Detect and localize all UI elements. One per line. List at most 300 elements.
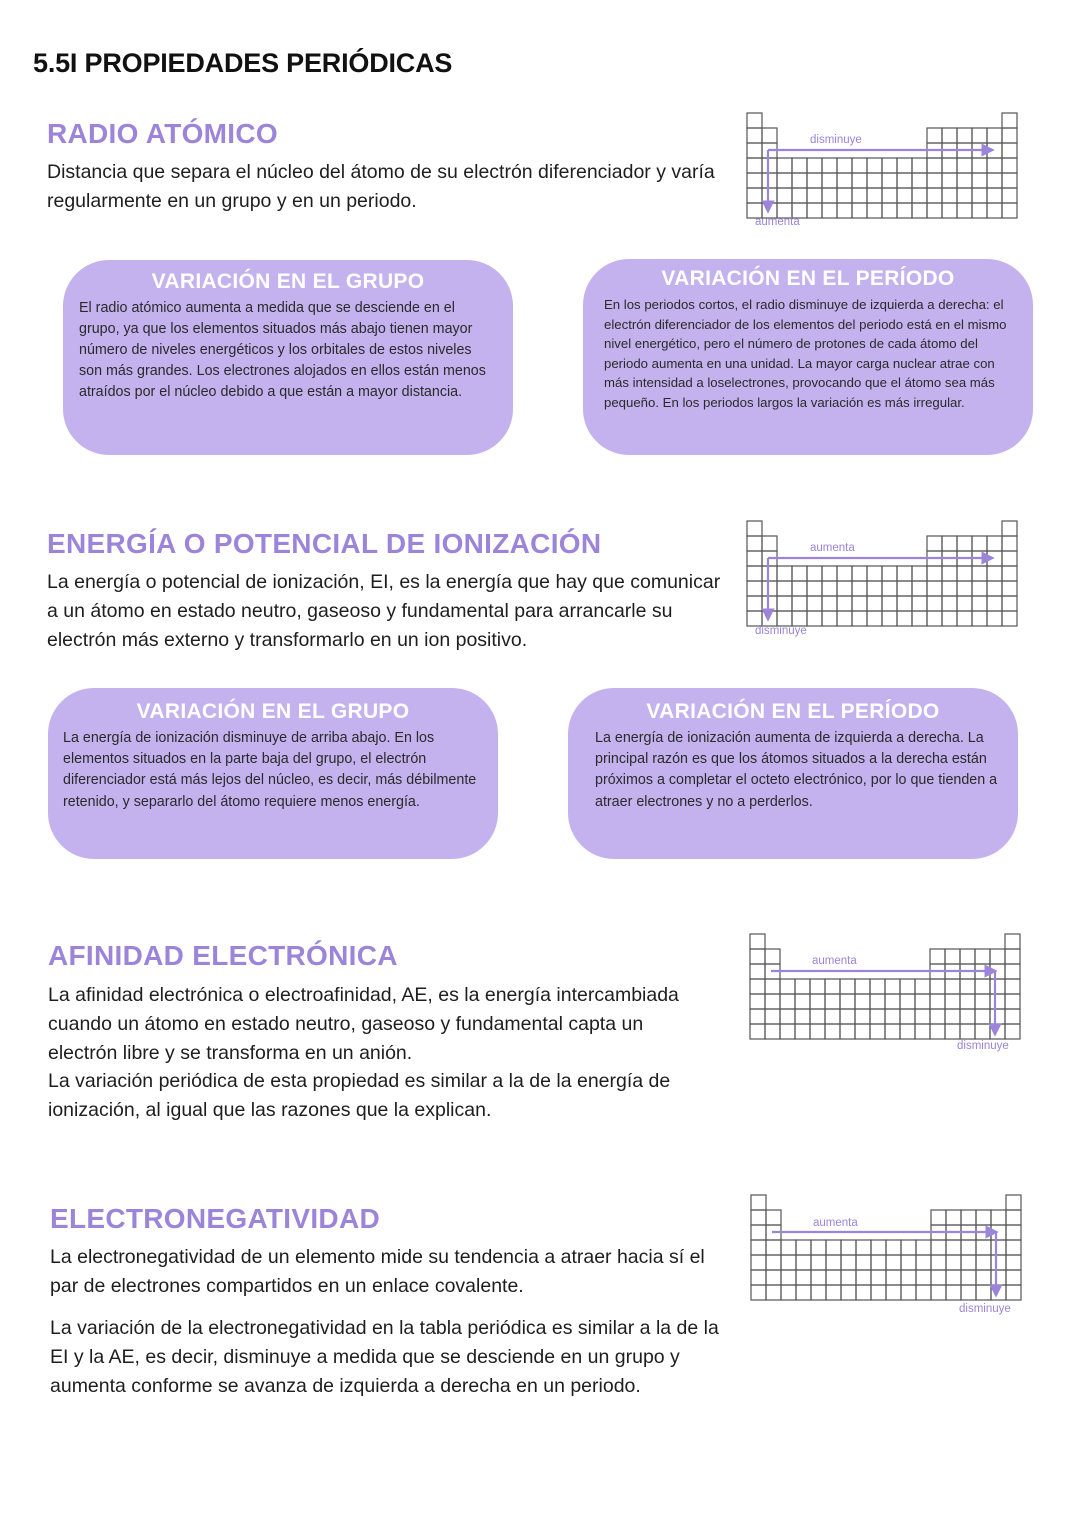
table-cell	[882, 596, 897, 611]
electronegatividad-vertical-label: disminuye	[959, 1303, 1011, 1315]
table-cell	[777, 566, 792, 581]
table-cell	[765, 1009, 780, 1024]
table-cell	[987, 203, 1002, 218]
table-cell	[885, 1024, 900, 1039]
table-cell	[762, 188, 777, 203]
table-cell	[990, 1009, 1005, 1024]
table-cell	[957, 596, 972, 611]
table-cell	[807, 173, 822, 188]
electronegatividad-title: ELECTRONEGATIVIDAD	[50, 1203, 380, 1234]
table-cell	[762, 128, 777, 143]
table-cell	[852, 203, 867, 218]
table-cell	[792, 596, 807, 611]
radio-periodic-table-diagram	[746, 112, 1018, 228]
radio-periodo-bubble	[583, 259, 1033, 455]
table-cell	[837, 173, 852, 188]
table-cell	[807, 596, 822, 611]
table-cell	[852, 158, 867, 173]
table-cell	[1002, 611, 1017, 626]
table-cell	[751, 1210, 766, 1225]
table-cell	[942, 596, 957, 611]
table-cell	[990, 994, 1005, 1009]
table-cell	[972, 158, 987, 173]
table-cell	[762, 581, 777, 596]
table-cell	[810, 1024, 825, 1039]
table-cell	[777, 611, 792, 626]
table-cell	[1002, 521, 1017, 536]
table-cell	[747, 581, 762, 596]
radio-periodo-title: VARIACIÓN EN EL PERÍODO	[661, 267, 955, 290]
table-cell	[930, 1024, 945, 1039]
table-cell	[837, 611, 852, 626]
table-cell	[825, 1009, 840, 1024]
table-cell	[762, 158, 777, 173]
table-cell	[867, 611, 882, 626]
radio-horizontal-label: disminuye	[810, 134, 862, 146]
table-cell	[886, 1270, 901, 1285]
table-cell	[1005, 949, 1020, 964]
afinidad-vertical-label: disminuye	[957, 1040, 1009, 1052]
electronegatividad-variation: La variación de la electronegatividad en la tabla periódica es similar a la de la EI y la AE, es decir, disminuye a medida que se desciende en un grupo y aumenta conforme se avanza de izquierda a derecha en un periodo.	[50, 1317, 719, 1397]
table-cell	[972, 536, 987, 551]
table-cell	[1006, 1225, 1021, 1240]
table-cell	[882, 188, 897, 203]
table-cell	[852, 596, 867, 611]
table-cell	[822, 203, 837, 218]
table-cell	[1006, 1270, 1021, 1285]
table-cell	[901, 1255, 916, 1270]
table-cell	[942, 188, 957, 203]
table-cell	[946, 1270, 961, 1285]
table-cell	[927, 581, 942, 596]
ionizacion-title: ENERGÍA O POTENCIAL DE IONIZACIÓN	[47, 528, 602, 559]
table-cell	[766, 1270, 781, 1285]
table-cell	[901, 1270, 916, 1285]
table-cell	[931, 1210, 946, 1225]
table-cell	[972, 596, 987, 611]
table-cell	[882, 611, 897, 626]
table-cell	[826, 1240, 841, 1255]
table-cell	[747, 158, 762, 173]
table-cell	[991, 1255, 1006, 1270]
table-cell	[841, 1270, 856, 1285]
table-cell	[781, 1285, 796, 1300]
table-cell	[987, 611, 1002, 626]
table-cell	[747, 128, 762, 143]
table-cell	[822, 596, 837, 611]
table-cell	[900, 1009, 915, 1024]
table-cell	[946, 1285, 961, 1300]
table-cell	[766, 1240, 781, 1255]
afinidad-definition: La afinidad electrónica o electroafinidad, AE, es la energía intercambiada cuando un átomo en estado neutro, gaseoso y fundamental capta un electrón libre y se transforma en un anión.	[48, 984, 679, 1064]
table-cell	[945, 1009, 960, 1024]
table-cell	[987, 581, 1002, 596]
table-cell	[751, 1240, 766, 1255]
table-cell	[991, 1240, 1006, 1255]
table-cell	[942, 611, 957, 626]
table-cell	[987, 173, 1002, 188]
table-cell	[912, 173, 927, 188]
table-cell	[1002, 536, 1017, 551]
afinidad-title: AFINIDAD ELECTRÓNICA	[48, 940, 398, 971]
table-cell	[900, 979, 915, 994]
radio-periodo-text: En los periodos cortos, el radio disminuye de izquierda a derecha: el electrón diferenciador de los elementos del periodo está en el mismo nivel energético, pero el número de protones de cada átomo del periodo aumenta en una unidad. La mayor carga nuclear atrae con más intensidad a loselectrones, provocando que el átomo sea más pequeño. En los periodos largos la variación es más irregular.	[604, 297, 1007, 410]
table-cell	[930, 1009, 945, 1024]
table-cell	[867, 158, 882, 173]
table-cell	[960, 949, 975, 964]
table-cell	[777, 596, 792, 611]
table-cell	[747, 596, 762, 611]
table-cell	[762, 173, 777, 188]
table-cell	[987, 188, 1002, 203]
radio-definition: Distancia que separa el núcleo del átomo de su electrón diferenciador y varía regularmente en un grupo y en un periodo.	[47, 161, 715, 212]
table-cell	[855, 1009, 870, 1024]
table-cell	[957, 566, 972, 581]
table-cell	[750, 1024, 765, 1039]
table-cell	[792, 611, 807, 626]
table-cell	[837, 596, 852, 611]
table-cell	[810, 1009, 825, 1024]
table-cell	[750, 949, 765, 964]
table-cell	[840, 1024, 855, 1039]
table-cell	[975, 949, 990, 964]
table-cell	[792, 566, 807, 581]
table-cell	[867, 188, 882, 203]
table-cell	[927, 128, 942, 143]
table-cell	[796, 1240, 811, 1255]
table-cell	[822, 173, 837, 188]
table-cell	[867, 566, 882, 581]
table-cell	[837, 581, 852, 596]
table-cell	[960, 979, 975, 994]
table-cell	[796, 1285, 811, 1300]
table-cell	[856, 1240, 871, 1255]
electronegatividad-periodic-table-diagram	[750, 1194, 1022, 1315]
table-cell	[870, 1009, 885, 1024]
table-cell	[811, 1285, 826, 1300]
table-cell	[931, 1255, 946, 1270]
table-cell	[766, 1255, 781, 1270]
table-cell	[826, 1270, 841, 1285]
table-cell	[897, 173, 912, 188]
table-cell	[762, 596, 777, 611]
table-cell	[946, 1210, 961, 1225]
table-cell	[807, 611, 822, 626]
table-cell	[975, 994, 990, 1009]
table-cell	[975, 1009, 990, 1024]
table-cell	[886, 1285, 901, 1300]
table-cell	[822, 188, 837, 203]
table-cell	[912, 596, 927, 611]
table-cell	[811, 1240, 826, 1255]
table-cell	[1005, 1009, 1020, 1024]
table-cell	[991, 1210, 1006, 1225]
table-cell	[942, 566, 957, 581]
table-cell	[976, 1255, 991, 1270]
table-cell	[912, 203, 927, 218]
ionizacion-horizontal-label: aumenta	[810, 542, 855, 554]
table-cell	[960, 1024, 975, 1039]
table-cell	[961, 1255, 976, 1270]
table-cell	[852, 173, 867, 188]
table-cell	[961, 1210, 976, 1225]
table-cell	[915, 994, 930, 1009]
table-cell	[976, 1270, 991, 1285]
table-cell	[822, 581, 837, 596]
table-cell	[765, 979, 780, 994]
table-cell	[762, 536, 777, 551]
table-cell	[840, 994, 855, 1009]
table-cell	[885, 1009, 900, 1024]
table-cell	[912, 581, 927, 596]
table-cell	[747, 521, 762, 536]
table-cell	[765, 949, 780, 964]
table-cell	[870, 1024, 885, 1039]
table-cell	[852, 188, 867, 203]
table-cell	[945, 979, 960, 994]
table-cell	[777, 188, 792, 203]
table-cell	[1002, 128, 1017, 143]
table-cell	[912, 158, 927, 173]
table-cell	[1006, 1285, 1021, 1300]
table-cell	[916, 1255, 931, 1270]
table-cell	[916, 1240, 931, 1255]
table-cell	[841, 1285, 856, 1300]
table-cell	[751, 1195, 766, 1210]
radio-grupo-title: VARIACIÓN EN EL GRUPO	[151, 270, 425, 293]
table-cell	[945, 1024, 960, 1039]
table-cell	[781, 1270, 796, 1285]
table-cell	[972, 128, 987, 143]
table-cell	[927, 566, 942, 581]
table-cell	[957, 188, 972, 203]
table-cell	[807, 581, 822, 596]
table-cell	[915, 979, 930, 994]
table-cell	[825, 979, 840, 994]
table-cell	[867, 203, 882, 218]
table-cell	[1002, 188, 1017, 203]
table-cell	[747, 551, 762, 566]
table-cell	[991, 1270, 1006, 1285]
table-cell	[1005, 1024, 1020, 1039]
table-cell	[841, 1255, 856, 1270]
table-cell	[856, 1255, 871, 1270]
table-cell	[976, 1240, 991, 1255]
table-cell	[915, 1024, 930, 1039]
table-cell	[751, 1225, 766, 1240]
table-cell	[867, 596, 882, 611]
table-cell	[780, 994, 795, 1009]
table-cell	[885, 979, 900, 994]
table-cell	[1002, 581, 1017, 596]
table-cell	[855, 994, 870, 1009]
table-cell	[781, 1255, 796, 1270]
radio-vertical-label: aumenta	[755, 216, 800, 228]
table-cell	[972, 173, 987, 188]
table-cell	[750, 964, 765, 979]
ionizacion-vertical-label: disminuye	[755, 625, 807, 637]
table-cell	[1006, 1195, 1021, 1210]
ionizacion-periodo-text: La energía de ionización aumenta de izquierda a derecha. La principal razón es que los átomos situados a la derecha están próximos a completar el octeto electrónico, por lo que tienden a atraer electrones y no a perderlos.	[595, 730, 998, 810]
table-cell	[957, 173, 972, 188]
table-cell	[882, 581, 897, 596]
table-cell	[1005, 994, 1020, 1009]
table-cell	[972, 203, 987, 218]
ionizacion-periodo-bubble	[568, 688, 1018, 859]
table-cell	[837, 188, 852, 203]
table-cell	[1006, 1255, 1021, 1270]
table-cell	[976, 1285, 991, 1300]
table-cell	[750, 994, 765, 1009]
table-cell	[912, 566, 927, 581]
table-cell	[927, 188, 942, 203]
table-cell	[765, 994, 780, 1009]
table-cell	[1002, 143, 1017, 158]
table-cell	[871, 1240, 886, 1255]
table-cell	[1002, 113, 1017, 128]
table-cell	[960, 1009, 975, 1024]
table-cell	[1002, 173, 1017, 188]
table-cell	[882, 158, 897, 173]
table-cells	[750, 934, 1020, 1039]
table-cell	[750, 934, 765, 949]
table-cell	[972, 611, 987, 626]
table-cell	[777, 173, 792, 188]
table-cell	[870, 994, 885, 1009]
table-cells	[747, 521, 1017, 626]
table-cell	[870, 979, 885, 994]
table-cell	[751, 1270, 766, 1285]
table-cell	[987, 128, 1002, 143]
table-cell	[807, 188, 822, 203]
table-cell	[991, 1285, 1006, 1300]
table-cell	[975, 1024, 990, 1039]
table-cell	[795, 1024, 810, 1039]
table-cell	[882, 203, 897, 218]
table-cell	[957, 158, 972, 173]
table-cell	[781, 1240, 796, 1255]
afinidad-periodic-table-diagram	[749, 933, 1021, 1052]
table-cell	[852, 566, 867, 581]
ionizacion-periodo-title: VARIACIÓN EN EL PERÍODO	[646, 700, 940, 723]
table-cell	[897, 158, 912, 173]
table-cell	[841, 1240, 856, 1255]
table-cell	[747, 536, 762, 551]
table-cell	[747, 566, 762, 581]
table-cell	[931, 1240, 946, 1255]
table-cell	[901, 1240, 916, 1255]
table-cell	[747, 173, 762, 188]
table-cell	[901, 1285, 916, 1300]
table-cell	[1005, 934, 1020, 949]
table-cell	[825, 994, 840, 1009]
table-cell	[957, 581, 972, 596]
table-cell	[811, 1270, 826, 1285]
table-cell	[852, 611, 867, 626]
table-cell	[927, 596, 942, 611]
table-cell	[990, 1024, 1005, 1039]
ionizacion-grupo-bubble	[48, 688, 498, 859]
table-cell	[807, 566, 822, 581]
table-cell	[897, 188, 912, 203]
table-cell	[837, 158, 852, 173]
table-cell	[751, 1285, 766, 1300]
table-cell	[871, 1255, 886, 1270]
table-cell	[780, 1024, 795, 1039]
table-cell	[930, 994, 945, 1009]
afinidad-variation: La variación periódica de esta propiedad es similar a la de la energía de ionización, al igual que las razones que la explican.	[48, 1070, 671, 1121]
table-cell	[927, 173, 942, 188]
table-cell	[1002, 203, 1017, 218]
table-cell	[792, 581, 807, 596]
table-cell	[871, 1285, 886, 1300]
table-cell	[1002, 551, 1017, 566]
table-cell	[961, 1285, 976, 1300]
table-cell	[987, 158, 1002, 173]
table-cell	[897, 581, 912, 596]
table-cell	[840, 1009, 855, 1024]
table-cell	[777, 581, 792, 596]
table-cell	[780, 1009, 795, 1024]
table-cell	[840, 979, 855, 994]
table-cell	[837, 203, 852, 218]
table-cell	[916, 1270, 931, 1285]
ionizacion-definition: La energía o potencial de ionización, EI, es la energía que hay que comunicar a un átomo en estado neutro, gaseoso y fundamental para arrancarle su electrón más externo y transformarlo en un ion positivo.	[47, 571, 721, 651]
table-cell	[987, 596, 1002, 611]
table-cell	[826, 1255, 841, 1270]
table-cell	[897, 611, 912, 626]
table-cell	[897, 566, 912, 581]
table-cell	[961, 1240, 976, 1255]
electronegatividad-horizontal-label: aumenta	[813, 1217, 858, 1229]
radio-grupo-text: El radio atómico aumenta a medida que se desciende en el grupo, ya que los elementos situados más abajo tienen mayor número de niveles energéticos y los orbitales de estos niveles son más grandes. Los electrones alojados en ellos están menos atraídos por el núcleo debido a que están a mayor distancia.	[79, 300, 486, 400]
table-cell	[762, 611, 777, 626]
table-cell	[990, 949, 1005, 964]
table-cell	[975, 979, 990, 994]
table-cell	[855, 1024, 870, 1039]
table-cell	[972, 581, 987, 596]
table-cell	[897, 203, 912, 218]
table-cell	[765, 1024, 780, 1039]
table-cell	[1002, 596, 1017, 611]
table-cell	[960, 994, 975, 1009]
table-cell	[792, 188, 807, 203]
table-cell	[856, 1270, 871, 1285]
table-cells	[747, 113, 1017, 218]
table-cells	[751, 1195, 1021, 1300]
table-cell	[916, 1285, 931, 1300]
table-cell	[957, 536, 972, 551]
table-cell	[972, 188, 987, 203]
table-cell	[942, 158, 957, 173]
electronegatividad-definition: La electronegatividad de un elemento mide su tendencia a atraer hacia sí el par de electrones compartidos en un enlace covalente.	[50, 1246, 705, 1297]
table-cell	[750, 979, 765, 994]
table-cell	[931, 1270, 946, 1285]
ionizacion-grupo-text: La energía de ionización disminuye de arriba abajo. En los elementos situados en la parte baja del grupo, el electrón diferenciador está más lejos del núcleo, es decir, más débilmente retenido, y separarlo del átomo requiere menos energía.	[63, 730, 477, 810]
table-cell	[867, 173, 882, 188]
table-cell	[900, 994, 915, 1009]
table-cell	[792, 173, 807, 188]
table-cell	[1002, 158, 1017, 173]
table-cell	[822, 611, 837, 626]
ionizacion-grupo-title: VARIACIÓN EN EL GRUPO	[136, 700, 410, 723]
table-cell	[747, 611, 762, 626]
table-cell	[957, 611, 972, 626]
table-cell	[807, 158, 822, 173]
table-cell	[882, 173, 897, 188]
table-cell	[1006, 1240, 1021, 1255]
table-cell	[972, 566, 987, 581]
